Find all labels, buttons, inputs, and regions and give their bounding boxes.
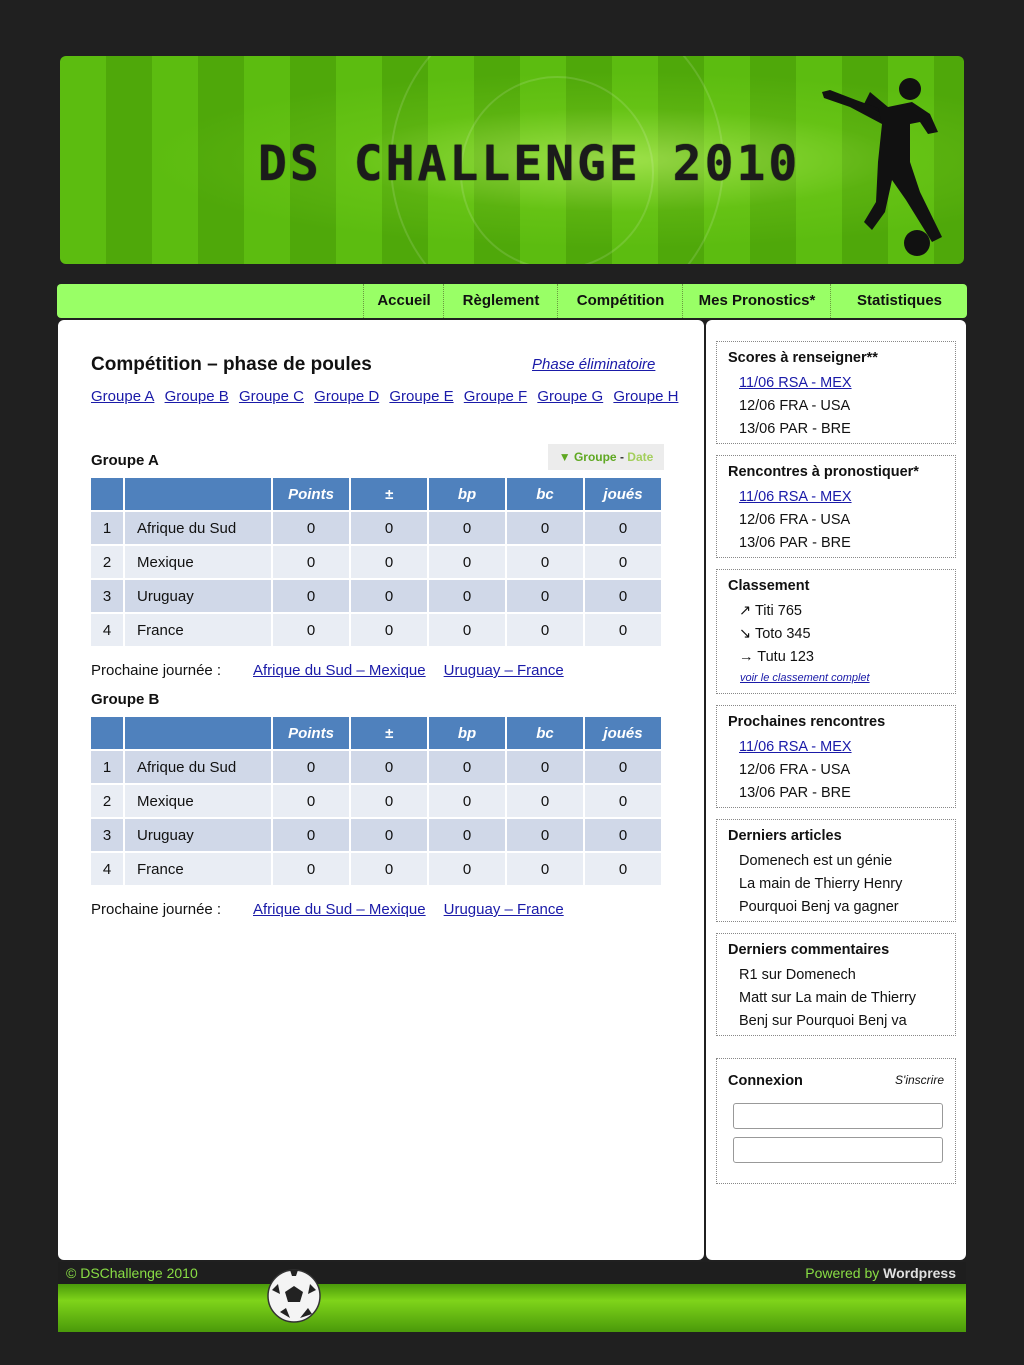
widget-prochaines bbox=[716, 705, 956, 808]
table-cell: 0 bbox=[273, 853, 349, 885]
table-row bbox=[91, 580, 661, 612]
table-cell: 0 bbox=[351, 785, 427, 817]
team-name: Uruguay bbox=[125, 819, 271, 851]
widget-title: Scores à renseigner** bbox=[728, 350, 878, 366]
column-header: bp bbox=[429, 478, 505, 510]
table-cell: 0 bbox=[507, 546, 583, 578]
nav-item-statistiques[interactable]: Statistiques bbox=[830, 284, 968, 318]
table-cell: 0 bbox=[507, 580, 583, 612]
signup-link[interactable]: S'inscrire bbox=[895, 1073, 944, 1087]
column-header bbox=[91, 717, 123, 749]
team-name: Uruguay bbox=[125, 580, 271, 612]
table-cell: 0 bbox=[351, 614, 427, 646]
main-nav bbox=[57, 284, 967, 318]
table-cell: 1 bbox=[91, 751, 123, 783]
column-header: Points bbox=[273, 717, 349, 749]
table-cell: 0 bbox=[429, 785, 505, 817]
nav-item-accueil[interactable]: Accueil bbox=[363, 284, 444, 318]
arrow-right-icon: → bbox=[739, 649, 754, 665]
table-cell: 0 bbox=[429, 546, 505, 578]
table-cell: 0 bbox=[273, 751, 349, 783]
team-name: Afrique du Sud bbox=[125, 512, 271, 544]
column-header: joués bbox=[585, 717, 661, 749]
column-header bbox=[125, 478, 271, 510]
article-item[interactable]: Pourquoi Benj va gagner bbox=[739, 899, 899, 915]
table-cell: 0 bbox=[273, 819, 349, 851]
main-content bbox=[58, 320, 704, 1260]
table-cell: 0 bbox=[507, 614, 583, 646]
group-title: Groupe B bbox=[91, 691, 160, 708]
table-cell: 0 bbox=[273, 785, 349, 817]
table-cell: 4 bbox=[91, 853, 123, 885]
match-item: 12/06 FRA - USA bbox=[739, 762, 851, 778]
table-cell: 0 bbox=[351, 512, 427, 544]
table-cell: 0 bbox=[507, 751, 583, 783]
team-name: France bbox=[125, 614, 271, 646]
widget-title: Prochaines rencontres bbox=[728, 714, 886, 730]
widget-connexion bbox=[716, 1058, 956, 1184]
copyright-text: © DSChallenge 2010 bbox=[66, 1265, 198, 1281]
widget-rencontres bbox=[716, 455, 956, 558]
table-cell: 0 bbox=[585, 785, 661, 817]
column-header: bc bbox=[507, 478, 583, 510]
widget-title: Derniers commentaires bbox=[728, 942, 890, 958]
table-cell: 4 bbox=[91, 614, 123, 646]
group-link-c[interactable]: Groupe C bbox=[238, 388, 304, 405]
table-cell: 0 bbox=[429, 751, 505, 783]
group-link-e[interactable]: Groupe E bbox=[389, 388, 454, 405]
comment-item[interactable]: Matt sur La main de Thierry bbox=[739, 990, 917, 1006]
widget-title: Derniers articles bbox=[728, 828, 842, 844]
widget-articles bbox=[716, 819, 956, 922]
group-title: Groupe A bbox=[91, 452, 159, 469]
table-cell: 0 bbox=[429, 580, 505, 612]
table-cell: 0 bbox=[507, 853, 583, 885]
team-name: France bbox=[125, 853, 271, 885]
table-cell: 3 bbox=[91, 819, 123, 851]
group-links bbox=[91, 388, 684, 405]
soccer-ball-icon bbox=[266, 1268, 322, 1324]
ball-icon bbox=[902, 228, 932, 258]
match-item: 12/06 FRA - USA bbox=[739, 398, 851, 414]
widget-title: Classement bbox=[728, 578, 810, 594]
group-link-b[interactable]: Groupe B bbox=[164, 388, 229, 405]
table-cell: 0 bbox=[507, 819, 583, 851]
sidebar bbox=[706, 320, 966, 1260]
triangle-down-icon: ▼ bbox=[558, 450, 571, 464]
sort-group-option[interactable]: Groupe bbox=[573, 450, 617, 464]
sort-toggle[interactable] bbox=[548, 444, 664, 470]
widget-title: Connexion bbox=[728, 1073, 803, 1089]
column-header: joués bbox=[585, 478, 661, 510]
password-input[interactable] bbox=[733, 1137, 943, 1163]
column-header: ± bbox=[351, 717, 427, 749]
nav-item-mes-pronostics[interactable]: Mes Pronostics* bbox=[682, 284, 831, 318]
match-link[interactable]: 11/06 RSA - MEX bbox=[739, 375, 852, 391]
table-cell: 0 bbox=[273, 512, 349, 544]
ranking-item: ↘ Toto 345 bbox=[739, 626, 811, 642]
username-input[interactable] bbox=[733, 1103, 943, 1129]
group-link-f[interactable]: Groupe F bbox=[463, 388, 528, 405]
column-header bbox=[91, 478, 123, 510]
table-cell: 0 bbox=[585, 546, 661, 578]
table-row bbox=[91, 785, 661, 817]
team-name: Mexique bbox=[125, 785, 271, 817]
table-cell: 3 bbox=[91, 580, 123, 612]
widget-commentaires bbox=[716, 933, 956, 1036]
group-link-a[interactable]: Groupe A bbox=[91, 388, 155, 405]
next-matchday bbox=[91, 901, 564, 918]
table-cell: 0 bbox=[429, 512, 505, 544]
next-matchday-label: Prochaine journée : bbox=[91, 662, 222, 679]
table-cell: 0 bbox=[585, 819, 661, 851]
next-match-link[interactable]: Uruguay – France bbox=[443, 662, 564, 679]
table-cell: 0 bbox=[585, 853, 661, 885]
full-ranking-link[interactable]: voir le classement complet bbox=[740, 672, 870, 684]
group-table bbox=[89, 476, 663, 648]
wordpress-link[interactable]: Wordpress bbox=[883, 1265, 956, 1281]
column-header: bp bbox=[429, 717, 505, 749]
table-cell: 0 bbox=[351, 546, 427, 578]
next-matchday-label: Prochaine journée : bbox=[91, 901, 222, 918]
ranking-item: → Tutu 123 bbox=[739, 649, 814, 665]
group-link-h[interactable]: Groupe H bbox=[613, 388, 679, 405]
table-cell: 0 bbox=[351, 853, 427, 885]
group-table bbox=[89, 715, 663, 887]
widget-scores bbox=[716, 341, 956, 444]
table-cell: 0 bbox=[585, 580, 661, 612]
table-cell: 0 bbox=[351, 819, 427, 851]
table-row bbox=[91, 751, 661, 783]
arrow-down-right-icon: ↘ bbox=[739, 626, 752, 642]
table-row bbox=[91, 512, 661, 544]
team-name: Afrique du Sud bbox=[125, 751, 271, 783]
page-title: Compétition – phase de poules bbox=[91, 354, 372, 375]
next-match-link[interactable]: Afrique du Sud – Mexique bbox=[253, 901, 426, 918]
next-match-link[interactable]: Afrique du Sud – Mexique bbox=[253, 662, 426, 679]
table-row bbox=[91, 853, 661, 885]
table-cell: 0 bbox=[351, 580, 427, 612]
match-item: 12/06 FRA - USA bbox=[739, 512, 851, 528]
column-header bbox=[125, 717, 271, 749]
table-cell: 0 bbox=[585, 614, 661, 646]
comment-item[interactable]: Benj sur Pourquoi Benj va bbox=[739, 1013, 907, 1029]
table-cell: 0 bbox=[273, 614, 349, 646]
table-cell: 0 bbox=[585, 512, 661, 544]
match-item: 13/06 PAR - BRE bbox=[739, 421, 851, 437]
widget-title: Rencontres à pronostiquer* bbox=[728, 464, 919, 480]
phase-eliminatoire-link[interactable]: Phase éliminatoire bbox=[532, 356, 656, 373]
footer bbox=[58, 1262, 966, 1332]
table-cell: 0 bbox=[273, 580, 349, 612]
match-item: 13/06 PAR - BRE bbox=[739, 535, 851, 551]
table-cell: 0 bbox=[429, 614, 505, 646]
ranking-item: ↗ Titi 765 bbox=[739, 603, 802, 619]
widget-classement bbox=[716, 569, 956, 694]
sort-date-option[interactable]: Date bbox=[627, 450, 654, 464]
nav-item-competition[interactable]: Compétition bbox=[557, 284, 683, 318]
next-match-link[interactable]: Uruguay – France bbox=[443, 901, 564, 918]
group-link-g[interactable]: Groupe G bbox=[537, 388, 604, 405]
article-item[interactable]: Domenech est un génie bbox=[739, 853, 893, 869]
nav-item-reglement[interactable]: Règlement bbox=[443, 284, 558, 318]
column-header: Points bbox=[273, 478, 349, 510]
arrow-up-right-icon: ↗ bbox=[739, 603, 752, 619]
team-name: Mexique bbox=[125, 546, 271, 578]
table-cell: 2 bbox=[91, 546, 123, 578]
group-link-d[interactable]: Groupe D bbox=[314, 388, 380, 405]
table-cell: 0 bbox=[585, 751, 661, 783]
match-link[interactable]: 11/06 RSA - MEX bbox=[739, 489, 852, 505]
article-item[interactable]: La main de Thierry Henry bbox=[739, 876, 903, 892]
next-matchday bbox=[91, 662, 564, 679]
column-header: bc bbox=[507, 717, 583, 749]
match-item: 13/06 PAR - BRE bbox=[739, 785, 851, 801]
table-cell: 0 bbox=[429, 819, 505, 851]
table-cell: 0 bbox=[429, 853, 505, 885]
table-cell: 0 bbox=[351, 751, 427, 783]
table-cell: 1 bbox=[91, 512, 123, 544]
table-cell: 0 bbox=[273, 546, 349, 578]
table-cell: 0 bbox=[507, 785, 583, 817]
table-row bbox=[91, 614, 661, 646]
table-row bbox=[91, 819, 661, 851]
table-cell: 2 bbox=[91, 785, 123, 817]
comment-item[interactable]: R1 sur Domenech bbox=[739, 967, 856, 983]
match-link[interactable]: 11/06 RSA - MEX bbox=[739, 739, 852, 755]
table-cell: 0 bbox=[507, 512, 583, 544]
powered-by: Powered by Wordpress bbox=[805, 1265, 956, 1281]
banner-title: DS CHALLENGE 2010 bbox=[258, 136, 801, 192]
table-row bbox=[91, 546, 661, 578]
header-banner bbox=[60, 56, 964, 264]
column-header: ± bbox=[351, 478, 427, 510]
sort-separator: - bbox=[616, 450, 628, 464]
